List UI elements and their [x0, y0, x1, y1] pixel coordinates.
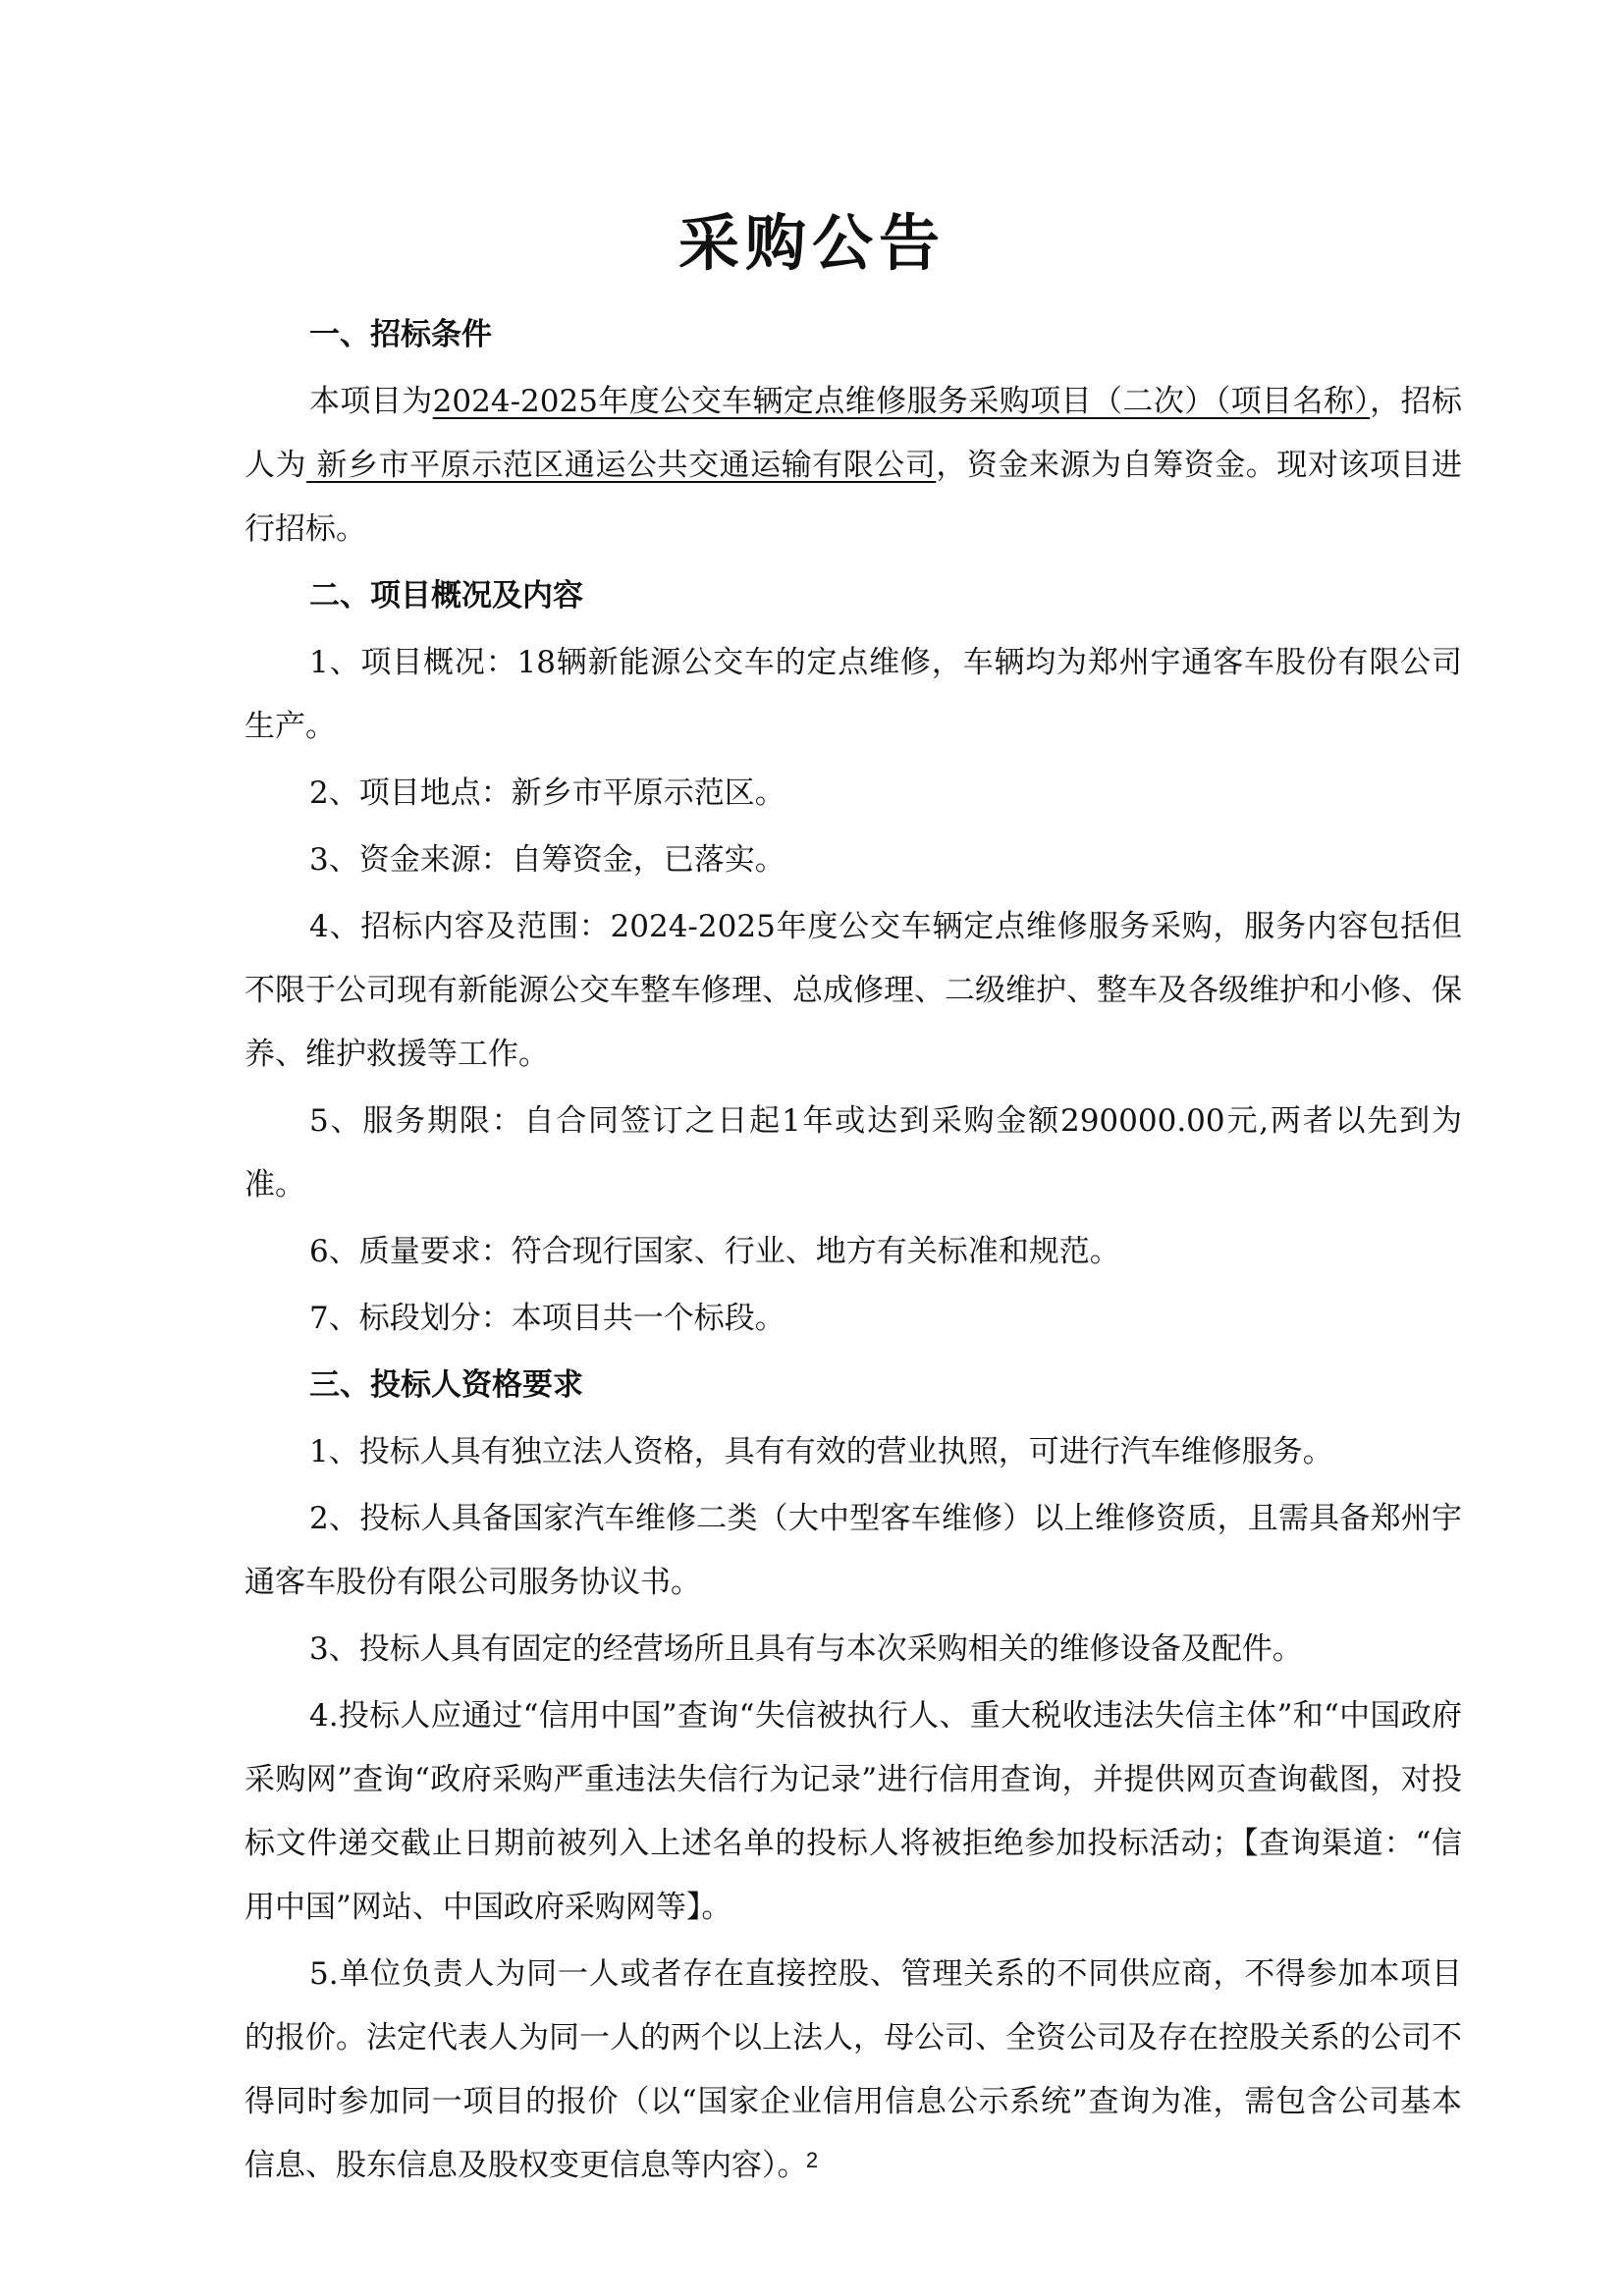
- text-segment: ，资金来源为自筹资金。现对该项目进行招标。: [244, 448, 1463, 547]
- page-number: 2: [805, 2148, 819, 2172]
- section-heading-bidder-qualifications: 三、投标人资格要求: [309, 1367, 583, 1403]
- document-body: [244, 303, 1462, 2201]
- overview-item: 4、招标内容及范围：2024-2025年度公交车辆定点维修服务采购，服务内容包括但不限于公司现有新能源公交车整车修理、总成修理、二级维护、整车及各级维护和小修、保养、维护救援等工作。: [244, 909, 1462, 1072]
- qualification-item: 4.投标人应通过“信用中国”查询“失信被执行人、重大税收违法失信主体”和“中国政府采购网”查询“政府采购严重违法失信行为记录”进行信用查询，并提供网页查询截图，对投标文件递交截止日期前被列入上述名单的投标人将被拒绝参加投标活动；【查询渠道：“信用中国”网站、中国政府采购网等】。: [244, 1698, 1462, 1925]
- project-name: 2024-2025年度公交车辆定点维修服务采购项目（二次）（项目名称）: [432, 384, 1371, 419]
- text-segment: ，招标人为: [244, 384, 1463, 483]
- qualification-item: 3、投标人具有固定的经营场所且具有与本次采购相关的维修设备及配件。: [309, 1631, 1303, 1667]
- overview-item: 2、项目地点：新乡市平原示范区。: [309, 775, 785, 811]
- qualification-item: 2、投标人具备国家汽车维修二类（大中型客车维修）以上维修资质，且需具备郑州宇通客车股份有限公司服务协议书。: [244, 1501, 1462, 1600]
- overview-item: 5、服务期限：自合同签订之日起1年或达到采购金额290000.00元,两者以先到为准。: [244, 1103, 1462, 1202]
- document-title: 采购公告: [677, 207, 946, 279]
- overview-item: 6、质量要求：符合现行国家、行业、地方有关标准和规范。: [309, 1234, 1120, 1269]
- overview-item: 3、资金来源：自筹资金，已落实。: [309, 842, 785, 878]
- tenderer-name: 新乡市平原示范区通运公共交通运输有限公司: [306, 448, 937, 483]
- qualification-item: 1、投标人具有独立法人资格，具有有效的营业执照，可进行汽车维修服务。: [309, 1434, 1333, 1469]
- section-heading-tender-conditions: 一、招标条件: [309, 317, 492, 352]
- text-segment: 本项目为: [309, 384, 433, 419]
- tender-conditions-paragraph: [244, 370, 1462, 561]
- overview-item: 1、项目概况：18辆新能源公交车的定点维修，车辆均为郑州宇通客车股份有限公司生产。: [244, 645, 1462, 744]
- overview-item: 7、标段划分：本项目共一个标段。: [309, 1301, 785, 1336]
- qualification-item: 5.单位负责人为同一人或者存在直接控股、管理关系的不同供应商，不得参加本项目的报价。法定代表人为同一人的两个以上法人，母公司、全资公司及存在控股关系的公司不得同时参加同一项目的报价（以“国家企业信用信息公示系统”查询为准，需包含公司基本信息、股东信息及股权变更信息等内容）。: [244, 1956, 1462, 2183]
- section-heading-project-overview: 二、项目概况及内容: [309, 578, 583, 614]
